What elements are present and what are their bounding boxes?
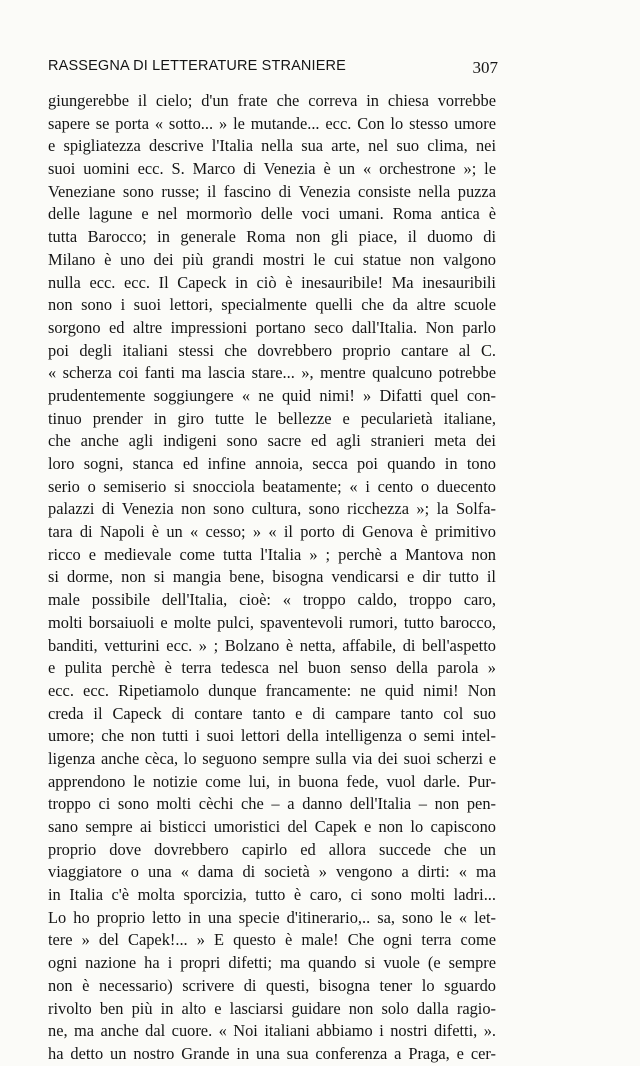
- text-line: creda il Capeck di contare tanto e di campare tanto col suo: [48, 703, 496, 723]
- text-line: giungerebbe il cielo; d'un frate che correva in chiesa vorrebbe: [48, 91, 496, 110]
- text-line: serio o semiserio si snocciola beatamente; « i cento o duecento: [48, 476, 496, 496]
- text-line: rivolto ben più in alto e lasciarsi guidare non solo dalla ragio-: [48, 998, 496, 1018]
- text-line: ecc. ecc. Ripetiamolo dunque francamente: ne quid nimi! Non: [48, 680, 496, 700]
- text-line: sorgono ed altre impressioni portano seco dall'Italia. Non parlo: [48, 317, 496, 337]
- text-line: tere » del Capek!... » E questo è male! Che ogni terra come: [48, 930, 496, 950]
- text-line: banditi, vetturini ecc. » ; Bolzano è netta, affabile, di bell'aspetto: [48, 635, 496, 655]
- text-line: sapere se porta « sotto... » le mutande... ecc. Con lo stesso umore: [48, 113, 496, 133]
- text-line: e pulita perchè è terra tedesca nel buon senso della parola »: [48, 658, 496, 678]
- running-title: RASSEGNA DI LETTERATURE STRANIERE: [48, 58, 346, 74]
- text-line: ligenza anche cèca, lo seguono sempre sulla via dei suoi scherzi e: [48, 748, 496, 768]
- text-line: proprio dove dovrebbero capirlo ed allora succede che un: [48, 839, 496, 859]
- running-head: [48, 58, 498, 82]
- text-line: umore; che non tutti i suoi lettori della intelligenza o semi intel-: [48, 726, 496, 746]
- text-line: loro sogni, stanca ed infine annoia, secca poi quando in tono: [48, 454, 496, 473]
- text-line: Milano è uno dei più grandi mostri le cui statue non valgono: [48, 249, 496, 269]
- text-line: ogni nazione ha i propri difetti; ma quando si vuole (e sempre: [48, 953, 496, 973]
- text-line: prudentemente soggiungere « ne quid nimi! » Difatti quel con-: [48, 385, 496, 405]
- text-line: Veneziane sono russe; il fascino di Venezia consiste nella puzza: [48, 181, 496, 201]
- text-line: ha detto un nostro Grande in una sua conferenza a Praga, e cer-: [48, 1043, 496, 1063]
- text-line: sano sempre ai bisticci umoristici del Capek e non lo capiscono: [48, 817, 496, 836]
- text-line: suoi uomini ecc. S. Marco di Venezia è un « orchestrone »; le: [48, 159, 496, 179]
- text-line: nulla ecc. ecc. Il Capeck in ciò è inesauribile! Ma inesauribili: [48, 272, 496, 292]
- text-line: delle lagune e nel mormorìo delle voci umani. Roma antica è: [48, 204, 496, 224]
- page-number: 307: [472, 58, 498, 77]
- text-line: non sono i suoi lettori, specialmente quelli che da altre scuole: [48, 295, 496, 315]
- text-line: molti borsaiuoli e molte pulci, spaventevoli rumori, tutto barocco,: [48, 612, 496, 632]
- text-line: che anche agli indigeni sono sacre ed agli stranieri meta dei: [48, 431, 496, 451]
- text-line: male possibile dell'Italia, cioè: « troppo caldo, troppo caro,: [48, 590, 496, 610]
- text-line: tara di Napoli è un « cesso; » « il porto di Genova è primitivo: [48, 522, 496, 542]
- text-line: poi degli italiani stessi che dovrebbero proprio cantare al C.: [48, 340, 496, 360]
- text-line: troppo ci sono molti cèchi che – a danno dell'Italia – non pen-: [48, 794, 496, 814]
- text-line: viaggiatore o una « dama di società » vengono a dirti: « ma: [48, 862, 496, 882]
- text-line: apprendono le notizie come lui, in buona fede, vuol darle. Pur-: [48, 771, 496, 791]
- text-line: e spigliatezza descrive l'Italia nella sua arte, nel suo clima, nei: [48, 136, 496, 156]
- text-line: ricco e medievale come tutta l'Italia » ; perchè a Mantova non: [48, 544, 496, 564]
- text-line: tinuo prender in giro tutte le bellezze e pecularietà italiane,: [48, 408, 496, 428]
- text-line: Lo ho proprio letto in una specie d'itinerario,.. sa, sono le « let-: [48, 907, 496, 927]
- text-line: non è necessario) scrivere di questi, bisogna tener lo sguardo: [48, 975, 496, 995]
- text-line: si dorme, non si mangia bene, bisogna vendicarsi e dir tutto il: [48, 567, 496, 587]
- text-line: ne, ma anche dal cuore. « Noi italiani abbiamo i nostri difetti, ».: [48, 1021, 496, 1041]
- text-line: « scherza coi fanti ma lascia stare... », mentre qualcuno potrebbe: [48, 363, 496, 383]
- body-text: [48, 90, 496, 1066]
- text-line: tutta Barocco; in generale Roma non gli piace, il duomo di: [48, 227, 496, 247]
- text-line: in Italia c'è molta sporcizia, tutto è caro, ci sono molti ladri...: [48, 885, 496, 905]
- text-line: palazzi di Venezia non sono cultura, sono ricchezza »; la Solfa-: [48, 499, 496, 519]
